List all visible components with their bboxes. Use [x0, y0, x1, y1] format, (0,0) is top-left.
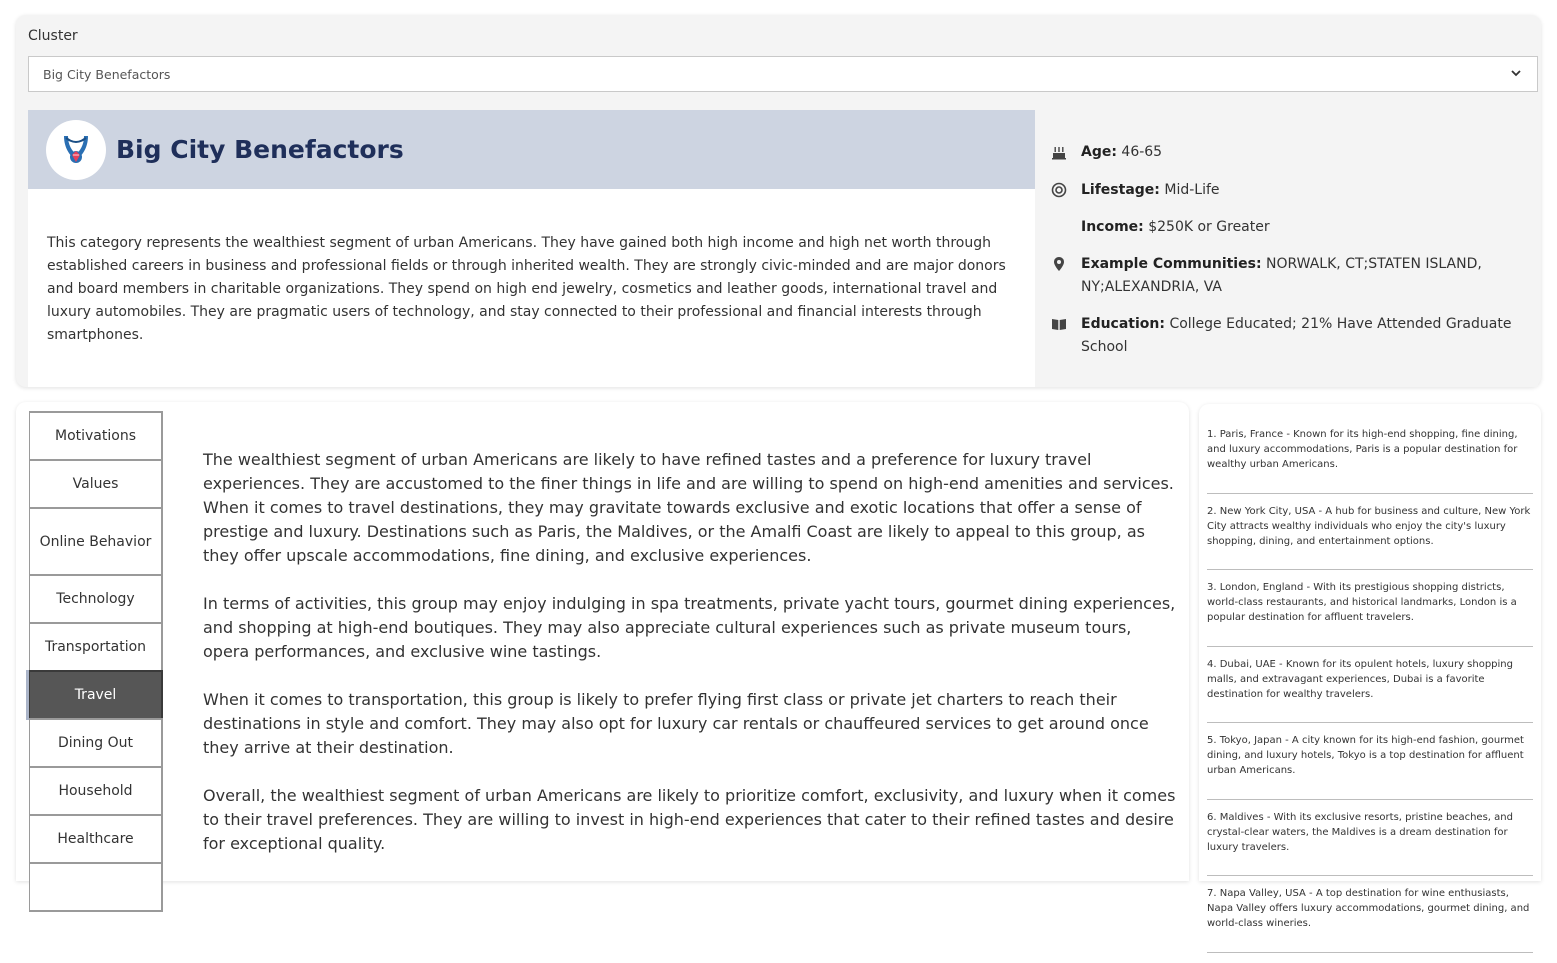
- tab-travel[interactable]: Travel: [29, 670, 163, 720]
- tab-online-behavior[interactable]: Online Behavior: [29, 507, 163, 576]
- income-label: Income:: [1081, 219, 1144, 235]
- tab-technology[interactable]: Technology: [29, 574, 163, 624]
- list-item: 7. Napa Valley, USA - A top destination for wine enthusiasts, Napa Valley offers luxury accommodations, gourmet dining, and world-class wineries.: [1207, 886, 1533, 953]
- travel-paragraph: In terms of activities, this group may enjoy indulging in spa treatments, private yacht tours, gourmet dining experiences, and shopping at high-end boutiques. They may also appreciate cultural experiences such as private museum tours, opera performances, and exclusive wine tastings.: [203, 594, 1176, 661]
- tab-healthcare[interactable]: Healthcare: [29, 814, 163, 864]
- cluster-select[interactable]: [28, 56, 1538, 92]
- education-label: Education:: [1081, 316, 1165, 332]
- list-item: 4. Dubai, UAE - Known for its opulent hotels, luxury shopping malls, and extravagant experiences, Dubai is a favorite destination for wealthy travelers.: [1207, 657, 1533, 724]
- list-item: 6. Maldives - With its exclusive resorts, pristine beaches, and crystal-clear waters, the Maldives is a dream destination for luxury travelers.: [1207, 810, 1533, 877]
- communities-value: NORWALK, CT;STATEN ISLAND, NY;ALEXANDRIA, VA: [1081, 256, 1482, 295]
- destinations-list: [1207, 427, 1533, 963]
- tab-household[interactable]: Household: [29, 766, 163, 816]
- tab-more[interactable]: [29, 862, 163, 912]
- communities-label: Example Communities:: [1081, 256, 1262, 272]
- age-label: Age:: [1081, 144, 1117, 160]
- destinations-card: [1199, 404, 1541, 929]
- map-pin-icon: [1051, 256, 1067, 272]
- travel-paragraph: Overall, the wealthiest segment of urban Americans are likely to prioritize comfort, exclusivity, and luxury when it comes to their travel preferences. They are willing to invest in high-end experiences that cater to their refined tastes and desire for exceptional quality.: [203, 786, 1176, 853]
- list-item: 3. London, England - With its prestigious shopping districts, world-class restaurants, and historical landmarks, London is a popular destination for affluent travelers.: [1207, 580, 1533, 647]
- lifestage-label: Lifestage:: [1081, 182, 1160, 198]
- profile-summary: [28, 110, 1035, 387]
- list-item: 5. Tokyo, Japan - A city known for its high-end fashion, gourmet dining, and luxury hotels, Tokyo is a top destination for affluent urban Americans.: [1207, 733, 1533, 800]
- age-value: 46-65: [1121, 144, 1163, 160]
- lifestage-value: Mid-Life: [1164, 182, 1220, 198]
- avatar: [46, 120, 106, 180]
- tab-list: [29, 411, 164, 910]
- travel-tab-content: [203, 448, 1178, 880]
- profile-stats: [1035, 123, 1538, 387]
- tab-values[interactable]: Values: [29, 459, 163, 509]
- behavior-tabs-card: [16, 402, 1189, 881]
- list-item: 2. New York City, USA - A hub for business and culture, New York City attracts wealthy individuals who enjoy the city's luxury shopping, dining, and entertainment options.: [1207, 504, 1533, 571]
- page-title: Big City Benefactors: [116, 135, 404, 164]
- tab-dining-out[interactable]: Dining Out: [29, 718, 163, 768]
- profile-header: [28, 110, 1035, 189]
- cake-icon: [1051, 144, 1067, 160]
- cluster-label: Cluster: [28, 28, 78, 44]
- jewelry-icon: [56, 130, 96, 170]
- tab-transportation[interactable]: Transportation: [29, 622, 163, 672]
- book-icon: [1051, 316, 1067, 332]
- travel-paragraph: The wealthiest segment of urban Americans are likely to have refined tastes and a preference for luxury travel experiences. They are accustomed to the finer things in life and are willing to spend on high-end amenities and services. When it comes to travel destinations, they may gravitate towards exclusive and exotic locations that offer a sense of prestige and luxury. Destinations such as Paris, the Maldives, or the Amalfi Coast are likely to appeal to this group, as they offer upscale accommodations, fine dining, and exclusive experiences.: [203, 450, 1174, 565]
- tab-motivations[interactable]: Motivations: [29, 411, 163, 461]
- cluster-select-value: Big City Benefactors: [43, 66, 171, 82]
- list-item: 1. Paris, France - Known for its high-end shopping, fine dining, and luxury accommodations, Paris is a popular destination for wealthy urban Americans.: [1207, 427, 1533, 494]
- income-value: $250K or Greater: [1148, 219, 1270, 235]
- chevron-down-icon: [1509, 66, 1523, 80]
- target-icon: [1051, 182, 1067, 198]
- cluster-profile-card: [16, 15, 1541, 387]
- profile-description: This category represents the wealthiest segment of urban Americans. They have gained both high income and high net worth through established careers in business and professional fields or through inherited wealth. They are strongly civic-minded and are major donors and board members in charitable organizations. They spend on high end jewelry, cosmetics and leather goods, international travel and luxury automobiles. They are pragmatic users of technology, and stay connected to their professional and financial interests through smartphones.: [47, 235, 1006, 343]
- education-value: College Educated; 21% Have Attended Graduate School: [1081, 316, 1512, 355]
- travel-paragraph: When it comes to transportation, this group is likely to prefer flying first class or private jet charters to reach their destinations in style and comfort. They may also opt for luxury car rentals or chauffeured services to get around once they arrive at their destination.: [203, 690, 1149, 757]
